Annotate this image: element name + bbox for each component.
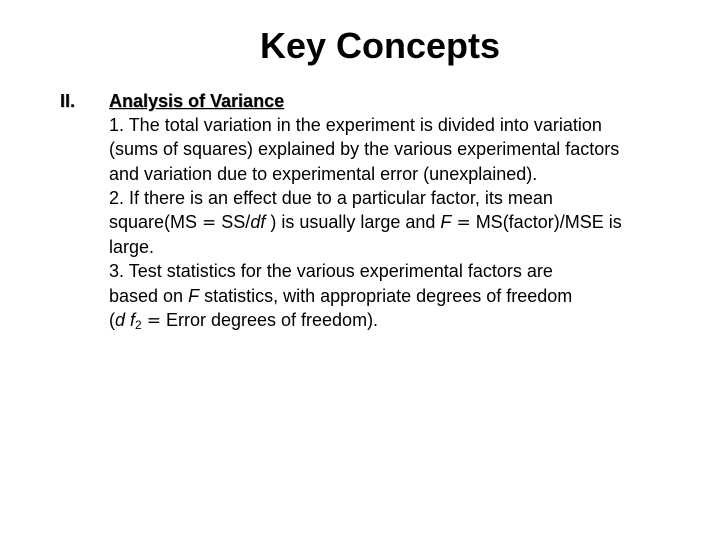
section-heading: Analysis of Variance [109, 91, 285, 111]
point-2-line-3: large. [109, 237, 155, 258]
point-3-text-b2: Error degrees of freedom). [160, 309, 379, 330]
f-variable-2: F [188, 285, 200, 306]
equals-symbol-3: = [146, 310, 161, 331]
point-3-open-paren: ( [109, 309, 115, 330]
page-title: Key Concepts [259, 25, 501, 66]
point-1-line-2: (sums of squares) explained by the various experimental factors [109, 139, 620, 160]
point-3 [109, 259, 709, 337]
df-subscript: 2 [135, 317, 142, 332]
point-2-line-2 [109, 210, 709, 235]
point-2-text-a: square(MS [109, 212, 203, 233]
point-2 [109, 186, 709, 260]
point-2-text-c: ) is usually large and [265, 212, 441, 233]
f-variable: F [440, 212, 452, 233]
point-3-line-3 [109, 308, 709, 337]
point-2-text-d: MS(factor)/MSE is [470, 212, 622, 233]
equals-symbol-2: = [456, 213, 471, 234]
slide-content [109, 89, 709, 337]
point-3-text-a: based on [109, 285, 189, 306]
df-variable-2: d f [115, 309, 136, 330]
point-1 [109, 113, 709, 186]
section-number: II. [60, 91, 76, 111]
point-3-line-2 [109, 284, 709, 308]
point-3-text-b: statistics, with appropriate degrees of freedom [199, 285, 573, 306]
point-3-line-1: 3. Test statistics for the various experimental factors are [109, 261, 553, 282]
point-2-text-b: SS/ [216, 212, 251, 233]
equals-symbol: = [202, 213, 217, 234]
point-2-line-1: 2. If there is an effect due to a particular factor, its mean [109, 187, 553, 208]
df-variable: df [250, 212, 266, 233]
point-1-line-1: 1. The total variation in the experiment is divided into variation [109, 115, 602, 136]
point-1-line-3: and variation due to experimental error (unexplained). [109, 163, 538, 184]
